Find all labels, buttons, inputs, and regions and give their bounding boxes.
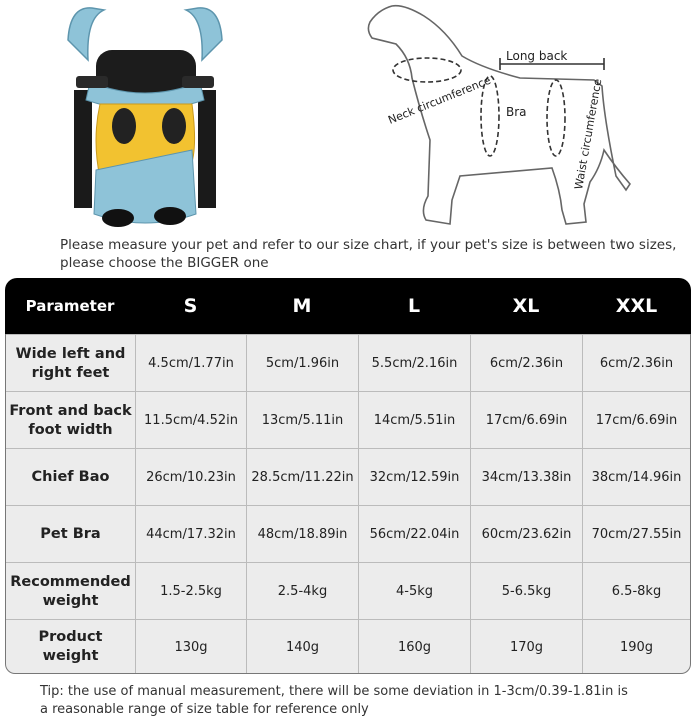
cell-xxl: 17cm/6.69in: [595, 413, 678, 428]
row-parameter: Product weight: [38, 629, 103, 664]
cell-l: 4-5kg: [395, 584, 433, 599]
label-bra: Bra: [506, 105, 527, 119]
cell-s: 26cm/10.23in: [146, 470, 236, 485]
cell-xl: 34cm/13.38in: [481, 470, 572, 485]
cell-xxl: 190g: [619, 639, 654, 655]
cell-xxl: 6.5-8kg: [611, 584, 662, 599]
tip-line-2: a reasonable range of size table for reference only: [40, 702, 369, 717]
label-neck-circumference: Neck circumference: [386, 73, 493, 127]
cell-s: 44cm/17.32in: [146, 527, 236, 542]
measure-note-line-1: Please measure your pet and refer to our size chart, if your pet's size is between two sizes,: [60, 237, 677, 253]
cell-s: 4.5cm/1.77in: [148, 356, 234, 371]
cell-xl: 170g: [509, 639, 544, 655]
cell-s: 11.5cm/4.52in: [144, 413, 238, 428]
table-row: [6, 619, 690, 674]
table-row: [6, 448, 690, 506]
cell-m: 28.5cm/11.22in: [251, 470, 354, 485]
cell-m: 2.5-4kg: [277, 584, 328, 599]
cell-xxl: 70cm/27.55in: [591, 527, 682, 542]
header-size-s: S: [183, 295, 198, 317]
label-long-back: Long back: [506, 49, 568, 63]
cell-m: 5cm/1.96in: [265, 356, 340, 371]
table-row: [6, 334, 690, 392]
measure-note-line-2: please choose the BIGGER one: [60, 255, 269, 271]
size-chart-table: [5, 278, 691, 675]
cell-l: 5.5cm/2.16in: [371, 356, 458, 371]
cell-m: 48cm/18.89in: [257, 527, 348, 542]
table-header: [5, 278, 691, 334]
table-row: [6, 562, 690, 620]
cell-s: 130g: [174, 639, 208, 655]
tip-note: [40, 683, 680, 719]
header-parameter: Parameter: [25, 297, 115, 315]
cell-xl: 17cm/6.69in: [485, 413, 568, 428]
header-size-xxl: XXL: [615, 295, 658, 317]
table-row: [6, 505, 690, 563]
table-body: [5, 334, 691, 674]
table-row: [6, 391, 690, 449]
row-parameter: Wide left and right feet: [15, 345, 126, 381]
row-parameter: Pet Bra: [40, 526, 101, 542]
hero-illustration: [0, 0, 695, 232]
product-hero: [0, 0, 695, 232]
cell-l: 56cm/22.04in: [369, 527, 460, 542]
cell-xxl: 6cm/2.36in: [599, 356, 674, 371]
row-parameter: Chief Bao: [31, 469, 110, 485]
cell-xl: 6cm/2.36in: [489, 356, 564, 371]
header-size-m: M: [292, 295, 312, 317]
header-size-xl: XL: [512, 295, 540, 317]
cell-xxl: 38cm/14.96in: [591, 470, 682, 485]
row-parameter: Front and back foot width: [9, 402, 132, 438]
pet-carrier-backpack-image: [68, 8, 222, 227]
header-size-l: L: [407, 295, 421, 317]
row-parameter: Recommended weight: [10, 573, 131, 609]
cell-s: 1.5-2.5kg: [160, 584, 222, 599]
cell-xl: 5-6.5kg: [501, 584, 552, 599]
measure-note: [60, 236, 680, 272]
cell-m: 140g: [285, 639, 320, 655]
cell-l: 160g: [397, 639, 432, 655]
cell-l: 14cm/5.51in: [373, 413, 456, 428]
tip-line-1: Tip: the use of manual measurement, there will be some deviation in 1-3cm/0.39-1.81in is: [40, 684, 628, 699]
cell-xl: 60cm/23.62in: [481, 527, 572, 542]
cell-l: 32cm/12.59in: [369, 470, 460, 485]
cell-m: 13cm/5.11in: [261, 413, 344, 428]
label-waist-circumference: Waist circumference: [572, 77, 605, 191]
